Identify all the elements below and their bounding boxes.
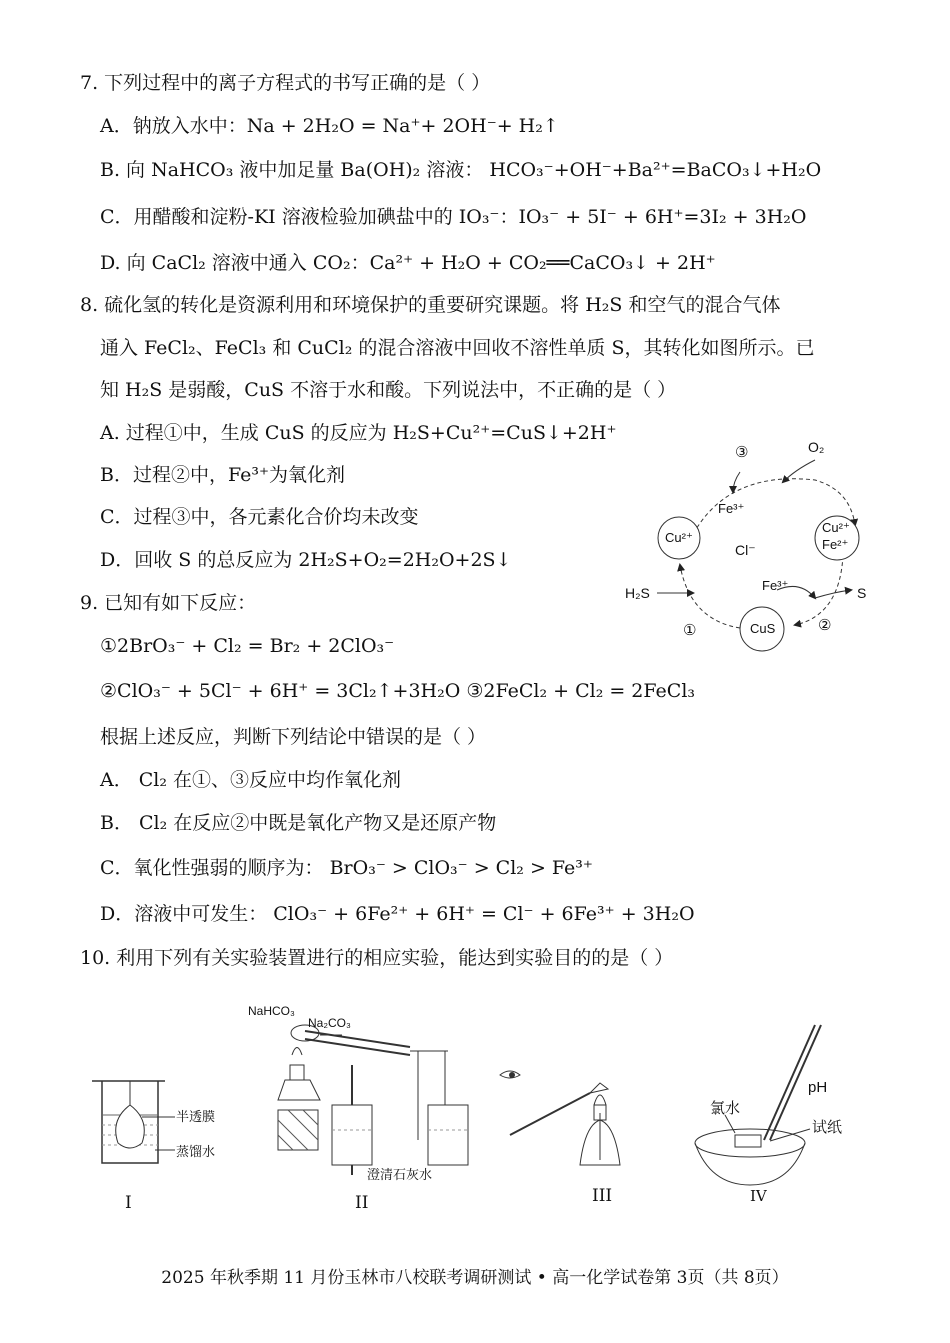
diagram-s: S bbox=[857, 585, 867, 601]
diagram-step2: ② bbox=[818, 617, 832, 634]
q8-stem-line1: 8. 硫化氢的转化是资源利用和环境保护的重要研究课题。将 H₂S 和空气的混合气体 bbox=[80, 294, 781, 316]
diagram-cu2-right: Cu²⁺ bbox=[822, 520, 850, 535]
diagram-cl: Cl⁻ bbox=[735, 542, 756, 558]
diagram-step1: ① bbox=[683, 622, 697, 639]
apparatus-i-water: 蒸馏水 bbox=[176, 1145, 216, 1160]
q9-option-c: C．氧化性强弱的顺序为： BrO₃⁻ > ClO₃⁻ > Cl₂ > Fe³⁺ bbox=[100, 857, 593, 879]
q8-option-a: A. 过程①中，生成 CuS 的反应为 H₂S+Cu²⁺=CuS↓+2H⁺ bbox=[100, 422, 617, 444]
diagram-fe3-bottom: Fe³⁺ bbox=[762, 578, 789, 593]
page-footer: 2025 年秋季期 11 月份玉林市八校联考调研测试 • 高一化学试卷第 3页（共 8页） bbox=[161, 1268, 789, 1288]
apparatus-ii-na2co3: Na₂CO₃ bbox=[308, 1016, 351, 1030]
q9-reaction-1: ①2BrO₃⁻ + Cl₂ = Br₂ + 2ClO₃⁻ bbox=[100, 635, 395, 657]
q9-reaction-2-3: ②ClO₃⁻ + 5Cl⁻ + 6H⁺ = 3Cl₂↑+3H₂O ③2FeCl₂ + Cl₂ = 2FeCl₃ bbox=[100, 680, 696, 702]
q9-option-b: B． Cl₂ 在反应②中既是氧化产物又是还原产物 bbox=[100, 812, 497, 834]
diagram-fe3-top: Fe³⁺ bbox=[718, 501, 745, 516]
q7-option-d: D. 向 CaCl₂ 溶液中通入 CO₂：Ca²⁺ + H₂O + CO₂══CaCO₃↓ + 2H⁺ bbox=[100, 252, 716, 274]
apparatus-i bbox=[92, 1081, 175, 1163]
q8-option-c: C．过程③中，各元素化合价均未改变 bbox=[100, 506, 419, 528]
q8-stem-line3: 知 H₂S 是弱酸，CuS 不溶于水和酸。下列说法中，不正确的是（ ） bbox=[100, 379, 677, 401]
diagram-step3: ③ bbox=[735, 444, 749, 461]
q9-stem: 9. 已知有如下反应： bbox=[80, 592, 257, 614]
q9-option-a: A． Cl₂ 在①、③反应中均作氧化剂 bbox=[100, 769, 402, 791]
q10-stem: 10. 利用下列有关实验装置进行的相应实验，能达到实验目的的是（ ） bbox=[80, 947, 674, 969]
diagram-o2: O₂ bbox=[808, 439, 825, 455]
diagram-cu2-left: Cu²⁺ bbox=[665, 530, 693, 545]
apparatus-ii-nahco3: NaHCO₃ bbox=[248, 1004, 295, 1018]
q7-stem: 7. 下列过程中的离子方程式的书写正确的是（ ） bbox=[80, 72, 491, 94]
apparatus-i-label: I bbox=[125, 1193, 132, 1213]
q9-question: 根据上述反应，判断下列结论中错误的是（ ） bbox=[100, 726, 487, 748]
q8-option-b: B．过程②中，Fe³⁺为氧化剂 bbox=[100, 464, 345, 486]
apparatus-ii bbox=[278, 1025, 468, 1175]
apparatus-iii bbox=[500, 1071, 620, 1165]
diagram-fe2-right: Fe²⁺ bbox=[822, 537, 849, 552]
diagram-cus: CuS bbox=[750, 621, 776, 636]
apparatus-iii-label: III bbox=[592, 1186, 613, 1206]
apparatus-iv-label: IV bbox=[750, 1187, 767, 1205]
q8-stem-line2: 通入 FeCl₂、FeCl₃ 和 CuCl₂ 的混合溶液中回收不溶性单质 S，其转化如图所示。已 bbox=[100, 337, 815, 359]
apparatus-i-membrane: 半透膜 bbox=[176, 1110, 216, 1125]
q9-option-d: D．溶液中可发生： ClO₃⁻ + 6Fe²⁺ + 6H⁺ = Cl⁻ + 6Fe³⁺ + 3H₂O bbox=[100, 903, 695, 925]
fe3-arrow-top bbox=[733, 472, 740, 492]
q7-option-b: B. 向 NaHCO₃ 液中加足量 Ba(OH)₂ 溶液： HCO₃⁻+OH⁻+Ba²⁺=BaCO₃↓+H₂O bbox=[100, 159, 822, 181]
apparatus-iv-paper: 试纸 bbox=[812, 1118, 843, 1136]
apparatus-iv-ph: pH bbox=[808, 1079, 828, 1096]
q7-option-c: C．用醋酸和淀粉-KI 溶液检验加碘盐中的 IO₃⁻：IO₃⁻ + 5I⁻ + 6H⁺=3I₂ + 3H₂O bbox=[100, 206, 807, 228]
diagram-h2s: H₂S bbox=[625, 585, 650, 601]
apparatus-ii-limewater: 澄清石灰水 bbox=[367, 1168, 433, 1183]
q8-option-d: D．回收 S 的总反应为 2H₂S+O₂=2H₂O+2S↓ bbox=[100, 549, 512, 571]
apparatus-ii-label: II bbox=[355, 1193, 369, 1213]
q7-option-a: A．钠放入水中：Na + 2H₂O = Na⁺+ 2OH⁻+ H₂↑ bbox=[100, 115, 559, 137]
apparatus-iv-chlorine-water: 氯水 bbox=[710, 1099, 741, 1117]
